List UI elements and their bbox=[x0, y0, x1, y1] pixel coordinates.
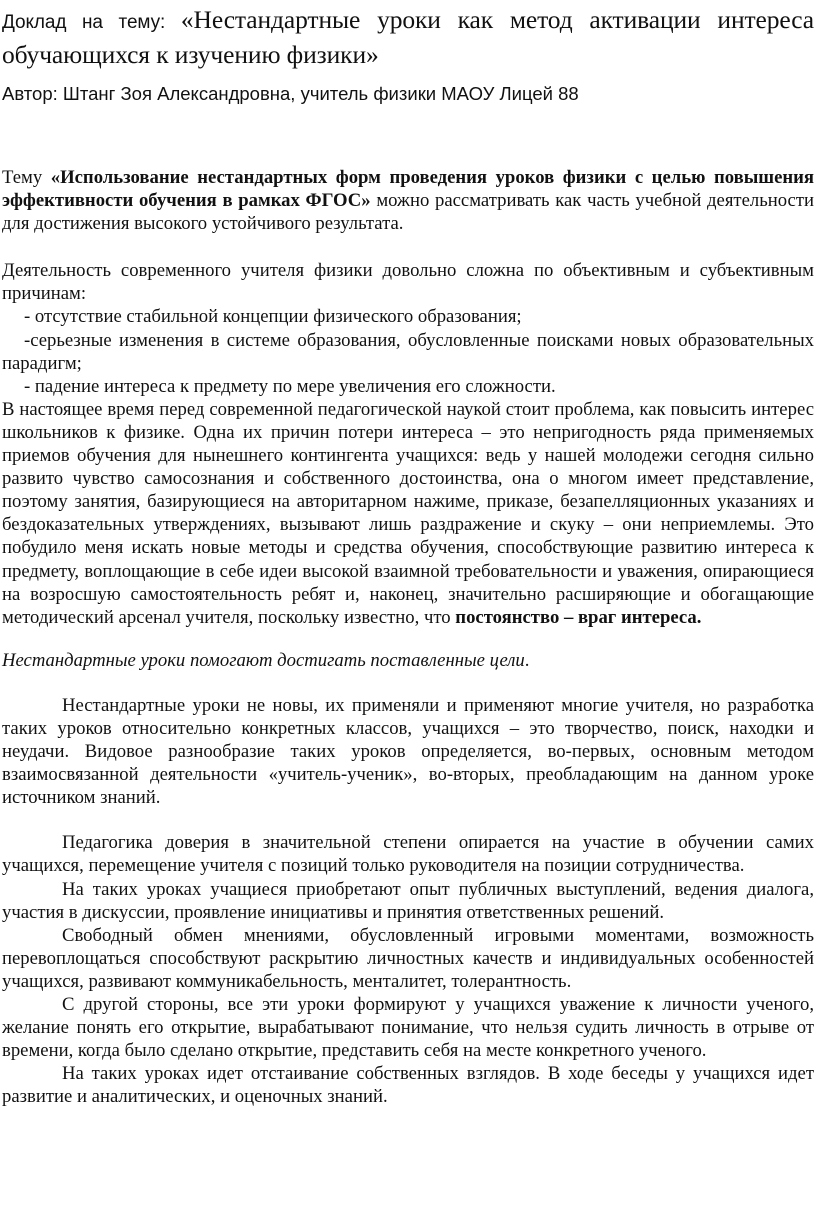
document-title bbox=[2, 4, 814, 71]
goals-line bbox=[2, 649, 814, 672]
author-line: Автор: Штанг Зоя Александровна, учитель физики МАОУ Лицей 88 bbox=[2, 83, 579, 104]
intro-topic: «Использование нестандартных форм проведения уроков физики с целью повышения эффективности обучения в рамках ФГОС» bbox=[2, 167, 815, 212]
body-paragraph: Педагогика доверия в значительной степени опирается на участие в обучении самих учащихся, перемещение учителя с позиций только руководителя на позиции сотрудничества. bbox=[2, 832, 814, 877]
body-paragraph: На таких уроках идет отстаивание собственных взглядов. В ходе беседы у учащихся идет развитие и аналитических, и оценочных знаний. bbox=[2, 1063, 814, 1108]
document-body bbox=[2, 166, 814, 1108]
problem-emphasis: постоянство – враг интереса. bbox=[455, 606, 702, 628]
title-prefix: Доклад на тему: bbox=[2, 12, 181, 33]
difficulty-item: - падение интереса к предмету по мере увеличения его сложности. bbox=[24, 375, 556, 397]
intro-paragraph bbox=[2, 166, 814, 235]
goals-italic: Нестандартные уроки помогают достигать поставленные цели bbox=[2, 649, 525, 671]
body-paragraph: На таких уроках учащиеся приобретают опыт публичных выступлений, ведения диалога, участия в дискуссии, проявление инициативы и принятия ответственных решений. bbox=[2, 878, 814, 923]
body-paragraph: С другой стороны, все эти уроки формируют у учащихся уважение к личности ученого, желание понять его открытие, вырабатывают понимание, что нельзя судить личность в отрыве от времени, когда было сделано открытие, представить себя на месте конкретного ученого. bbox=[2, 994, 814, 1062]
title-text: «Нестандартные уроки как метод активации интереса обучающихся к изучению физики» bbox=[2, 5, 814, 69]
body-paragraph: Свободный обмен мнениями, обусловленный игровыми моментами, возможность перевоплощаться способствуют раскрытию личностных качеств и индивидуальных особенностей учащихся, развивают коммуникабельность, менталитет, толерантность. bbox=[2, 924, 814, 992]
intro-rest: можно рассматривать как часть учебной деятельности для достижения высокого устойчивого результата. bbox=[2, 190, 814, 235]
body-paragraph: Нестандартные уроки не новы, их применяли и применяют многие учителя, но разработка таких уроков относительно конкретных классов, учащихся – это творчество, поиск, находки и неудачи. Видовое разнообразие таких уроков определяется, во-первых, основным методом взаимосвязанной деятельности «учитель-ученик», во-вторых, преобладающим на данном уроке источником знаний. bbox=[2, 694, 814, 809]
goals-dot: . bbox=[524, 649, 530, 671]
problem-paragraph bbox=[2, 398, 814, 629]
intro-lead: Тему bbox=[2, 167, 51, 188]
difficulty-item: - отсутствие стабильной концепции физического образования; bbox=[24, 306, 522, 328]
problem-text: В настоящее время перед современной педагогической наукой стоит проблема, как повысить интерес школьников к физике. Одна их причин потери интереса – это непригодность ряда применяемых приемов обучения для нынешнего контингента учащихся: ведь у нашей молодежи сегодня сильно развито чувство самосознания и собственного достоинства, она о многом имеет представление, поэтому занятия, базирующиеся на авторитарном нажиме, приказе, безапелляционных указаниях и бездоказательных утверждениях, вызывают лишь раздражение и скуку – они неприемлемы. Это побудило меня искать новые методы и средства обучения, способствующие развитию интереса к предмету, воплощающие в себе идеи высокой взаимной требовательности и уважения, опирающиеся на возросшую самостоятельность ребят и, наконец, значительно расширяющие и обогащающие методический арсенал учителя, поскольку известно, что bbox=[2, 398, 814, 628]
difficulty-item: -серьезные изменения в системе образования, обусловленные поисками новых образовательных парадигм; bbox=[2, 329, 814, 374]
difficulties-intro: Деятельность современного учителя физики довольно сложна по объективным и субъективным причинам: bbox=[2, 260, 814, 305]
